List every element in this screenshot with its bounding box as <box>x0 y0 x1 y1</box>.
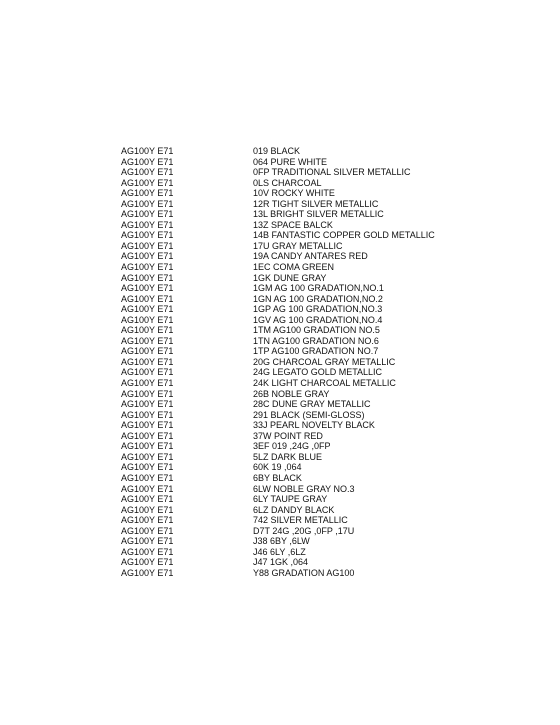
color-code-name: 10V ROCKY WHITE <box>253 188 335 199</box>
model-code: AG100Y E71 <box>121 409 174 420</box>
model-code: AG100Y E71 <box>121 378 174 389</box>
table-row <box>121 357 451 368</box>
color-code-name: 1EC COMA GREEN <box>253 262 335 273</box>
table-row <box>121 452 451 463</box>
table-row <box>121 209 451 220</box>
table-row <box>121 262 451 273</box>
color-code-name: 19A CANDY ANTARES RED <box>253 251 368 262</box>
table-row <box>121 441 451 452</box>
model-code: AG100Y E71 <box>121 251 174 262</box>
color-code-name: 291 BLACK (SEMI-GLOSS) <box>253 409 365 420</box>
model-code: AG100Y E71 <box>121 462 174 473</box>
color-code-name: 60K 19 ,064 <box>253 462 302 473</box>
table-row <box>121 294 451 305</box>
model-code: AG100Y E71 <box>121 304 174 315</box>
color-code-name: 5LZ DARK BLUE <box>253 451 323 462</box>
color-code-name: J47 1GK ,064 <box>253 557 309 568</box>
color-code-name: 6BY BLACK <box>253 472 302 483</box>
color-code-name: 37W POINT RED <box>253 430 323 441</box>
table-row <box>121 399 451 410</box>
model-code: AG100Y E71 <box>121 156 174 167</box>
table-row <box>121 325 451 336</box>
color-code-name: 1TN AG100 GRADATION NO.6 <box>253 335 379 346</box>
model-code: AG100Y E71 <box>121 388 174 399</box>
model-code: AG100Y E71 <box>121 146 174 156</box>
table-row <box>121 367 451 378</box>
table-row <box>121 315 451 326</box>
color-code-name: 1TM AG100 GRADATION NO.5 <box>253 325 380 336</box>
table-row <box>121 273 451 284</box>
model-code: AG100Y E71 <box>121 335 174 346</box>
table-row <box>121 536 451 547</box>
model-code: AG100Y E71 <box>121 272 174 283</box>
table-row <box>121 336 451 347</box>
model-code: AG100Y E71 <box>121 483 174 494</box>
color-code-name: 3EF 019 ,24G ,0FP <box>253 441 331 452</box>
color-code-name: 742 SILVER METALLIC <box>253 515 348 526</box>
model-code: AG100Y E71 <box>121 230 174 241</box>
color-code-name: Y88 GRADATION AG100 <box>253 567 355 578</box>
table-row <box>121 188 451 199</box>
model-code: AG100Y E71 <box>121 504 174 515</box>
table-row <box>121 505 451 516</box>
color-code-name: 1GK DUNE GRAY <box>253 272 327 283</box>
color-code-name: 13L BRIGHT SILVER METALLIC <box>253 209 384 220</box>
color-code-name: 1GV AG 100 GRADATION,NO.4 <box>253 314 383 325</box>
table-row <box>121 389 451 400</box>
color-code-name: 019 BLACK <box>253 146 301 156</box>
model-code: AG100Y E71 <box>121 367 174 378</box>
table-row <box>121 462 451 473</box>
table-row <box>121 484 451 495</box>
table-row <box>121 167 451 178</box>
model-code: AG100Y E71 <box>121 557 174 568</box>
color-code-name: 1GM AG 100 GRADATION,NO.1 <box>253 283 384 294</box>
model-code: AG100Y E71 <box>121 283 174 294</box>
model-code: AG100Y E71 <box>121 399 174 410</box>
model-code: AG100Y E71 <box>121 567 174 578</box>
model-code: AG100Y E71 <box>121 356 174 367</box>
color-code-name: 14B FANTASTIC COPPER GOLD METALLIC <box>253 230 435 241</box>
table-row <box>121 146 451 157</box>
table-row <box>121 420 451 431</box>
model-code: AG100Y E71 <box>121 240 174 251</box>
table-row <box>121 410 451 421</box>
color-code-name: 064 PURE WHITE <box>253 156 328 167</box>
model-code: AG100Y E71 <box>121 494 174 505</box>
model-code: AG100Y E71 <box>121 293 174 304</box>
table-row <box>121 304 451 315</box>
table-row <box>121 526 451 537</box>
model-code: AG100Y E71 <box>121 188 174 199</box>
model-code: AG100Y E71 <box>121 346 174 357</box>
table-row <box>121 473 451 484</box>
model-code: AG100Y E71 <box>121 219 174 230</box>
color-code-name: J38 6BY ,6LW <box>253 536 310 547</box>
model-code: AG100Y E71 <box>121 262 174 273</box>
color-code-name: 1GP AG 100 GRADATION,NO.3 <box>253 304 383 315</box>
model-code: AG100Y E71 <box>121 209 174 220</box>
color-code-name: 28C DUNE GRAY METALLIC <box>253 399 371 410</box>
color-code-name: 24K LIGHT CHARCOAL METALLIC <box>253 378 396 389</box>
table-row <box>121 220 451 231</box>
table-row <box>121 157 451 168</box>
paint-color-list <box>121 146 451 578</box>
color-code-name: D7T 24G ,20G ,0FP ,17U <box>253 525 355 536</box>
model-code: AG100Y E71 <box>121 441 174 452</box>
color-code-name: 24G LEGATO GOLD METALLIC <box>253 367 383 378</box>
table-row <box>121 494 451 505</box>
color-code-name: 13Z SPACE BALCK <box>253 219 333 230</box>
table-row <box>121 378 451 389</box>
model-code: AG100Y E71 <box>121 472 174 483</box>
color-code-name: J46 6LY ,6LZ <box>253 546 306 557</box>
color-code-name: 0LS CHARCOAL <box>253 177 322 188</box>
table-row <box>121 515 451 526</box>
table-row <box>121 557 451 568</box>
table-row <box>121 346 451 357</box>
model-code: AG100Y E71 <box>121 451 174 462</box>
color-code-name: 33J PEARL NOVELTY BLACK <box>253 420 375 431</box>
model-code: AG100Y E71 <box>121 515 174 526</box>
model-code: AG100Y E71 <box>121 525 174 536</box>
table-row <box>121 568 451 579</box>
model-code: AG100Y E71 <box>121 177 174 188</box>
table-row <box>121 230 451 241</box>
model-code: AG100Y E71 <box>121 314 174 325</box>
model-code: AG100Y E71 <box>121 167 174 178</box>
model-code: AG100Y E71 <box>121 430 174 441</box>
color-code-name: 6LW NOBLE GRAY NO.3 <box>253 483 355 494</box>
color-code-name: 0FP TRADITIONAL SILVER METALLIC <box>253 167 411 178</box>
model-code: AG100Y E71 <box>121 325 174 336</box>
color-code-name: 6LY TAUPE GRAY <box>253 494 328 505</box>
color-code-name: 20G CHARCOAL GRAY METALLIC <box>253 356 396 367</box>
color-code-name: 6LZ DANDY BLACK <box>253 504 335 515</box>
table-row <box>121 547 451 558</box>
table-row <box>121 431 451 442</box>
table-row <box>121 241 451 252</box>
color-code-name: 1GN AG 100 GRADATION,NO.2 <box>253 293 383 304</box>
table-row <box>121 178 451 189</box>
color-code-name: 1TP AG100 GRADATION NO.7 <box>253 346 379 357</box>
color-code-name: 17U GRAY METALLIC <box>253 240 343 251</box>
table-row <box>121 199 451 210</box>
model-code: AG100Y E71 <box>121 546 174 557</box>
model-code: AG100Y E71 <box>121 536 174 547</box>
table-row <box>121 251 451 262</box>
color-code-name: 26B NOBLE GRAY <box>253 388 330 399</box>
model-code: AG100Y E71 <box>121 420 174 431</box>
table-row <box>121 283 451 294</box>
model-code: AG100Y E71 <box>121 198 174 209</box>
color-code-name: 12R TIGHT SILVER METALLIC <box>253 198 379 209</box>
